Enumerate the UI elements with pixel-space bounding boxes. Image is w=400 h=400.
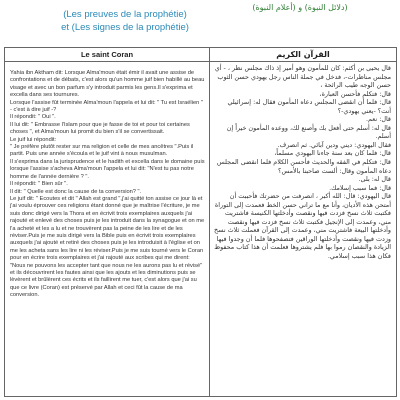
ar-paragraph: قال: فتكلم فأحسن العبارة، bbox=[319, 89, 391, 98]
fr-paragraph: Il s'exprima dans la jurisprudence et le hadith et excella dans le domaine puis lorsque l'assise s'acheva Alma'moun l'appela et lui dit: "N'est tu pas notre homme de l'année dernière ? ". bbox=[10, 158, 205, 180]
title-french-line-2: et (Les signes de la prophétie) bbox=[61, 22, 189, 33]
table-header-row bbox=[5, 48, 397, 62]
fr-paragraph: Le juif dit: " Ecoutes et dit " Allah est grand ",j'ai quitté ton assise ce jour là et j'ai voulu éprouver ces religions étant donné que je maîtrise l'écriture, je me suis donc dirigé vers la Thora et en écrivit trois exemplaires auxquels j'ai rajouté et enlevé des choses puis je les introduit dans la synagogue et on me l'a acheté et les a lu et ne trouvèrent pas la peine de les lire et de les réviser.Puis je me suis dirigé vers la Bible puis en écrivit trois exemplaires auxquels j'ai ajouté et retiré des choses puis je les introduisit à l'église et on me les acheta sans les lire ni les réviser.Puis je me suis tourné vers le Coran pour en écrire trois exemplaires et j'ai rajouté aux scribes qui me dirent: "Nous ne pouvons les accepter tant que nous ne les aurons pas lu et révisé" et ils découvrirent les fautes ainsi que les ajouts et les diminutions puis se lèvèrent et brûlèrent ces écrits et ils faillirent me tuer, c'est alors que j'ai su que ce livre (Coran) est préservé par Allah et ceci fût la cause de ma conversion. bbox=[10, 195, 205, 299]
arabic-text bbox=[210, 62, 396, 263]
table-body-row bbox=[5, 62, 397, 397]
fr-paragraph: Il lui dit: " Embrasse l'Islam pour que je fasse de toi et pour toi certaines choses ", et Alma'moun lui promit du bien s'il se convertissait. bbox=[10, 121, 190, 136]
ar-paragraph: قال: فلما أن انقضى المجلس دعاه المأمون فقال له: إسرائيلي أنت؟ -يعني يهودي-؟ bbox=[227, 98, 391, 115]
ar-paragraph: فقال اليهودي: ديني ودين آبائي. ثم انصرف. bbox=[277, 140, 391, 149]
bilingual-table bbox=[4, 47, 397, 397]
column-header-arabic: القرآن الكريم bbox=[210, 48, 397, 62]
ar-paragraph: قال: فتكلم في الفقه والحديث فأحسن الكلام فلما انقضى المجلس دعاه المأمون وقال: ألست صاحبنا بالأمس؟ bbox=[216, 158, 391, 175]
fr-paragraph: Il répondit: " Bien sûr ". bbox=[10, 181, 68, 188]
title-french-line-1: (Les preuves de la prophétie) bbox=[63, 9, 187, 20]
fr-paragraph: Il répondit: " Oui ". bbox=[10, 114, 56, 121]
ar-paragraph: قال له: أسلم حتى أفعل بك وأصنع لك، ووعده المأمون خيراً إن أسلم. bbox=[226, 123, 391, 141]
ar-paragraph: قال: فلما كان بعد سنة جاءنا اليهودي مسلماً، bbox=[274, 149, 391, 158]
ar-paragraph: قال: فما سبب إسلامك. bbox=[329, 183, 391, 192]
ar-paragraph: قال يحيى بن أكثم: كان للمأمون وهو أمير إذ ذاك مجلس نظر ، - أي مجلس مناظرات-، فدخل في جملة الناس رجل يهودي حسن الثوب حسن الوجه طيب الرائحة ، bbox=[214, 64, 391, 90]
fr-paragraph: Il dit: " Quelle est donc la cause de ta conversion? ". bbox=[10, 188, 142, 195]
ar-paragraph: قال له: بلى. bbox=[358, 175, 391, 184]
ar-paragraph: قال: نعم. bbox=[366, 115, 391, 124]
fr-paragraph: Yahia ibn Aktham dit: Lorsque Alma'moun était émir il avait une assise de confrontations et de débats, c'est alors qu'un homme juif bien habillé au beau visage et avec un bon parfum s'y introduit parmis les gens.Il s'exprima et excella dans ses tournures. bbox=[10, 70, 205, 99]
arabic-text-cell bbox=[210, 62, 397, 397]
title-french bbox=[40, 8, 210, 34]
fr-paragraph: Lorsque l'assise fût terminée Alma'moun l'appela et lui dit: " Tu est Israélien " - c'est à dire juif -? bbox=[10, 99, 203, 114]
column-header-french: Le saint Coran bbox=[5, 48, 210, 62]
fr-paragraph: Le juif lui répondit: bbox=[10, 136, 57, 143]
french-text-cell bbox=[5, 62, 210, 397]
fr-paragraph: " Je préfère plutôt rester sur ma religion et celle de mes ancêtres ".Puis il partit. Puis une année s'écoula et le juif vint à nous musulman. bbox=[10, 144, 194, 158]
document-header bbox=[0, 0, 400, 46]
ar-paragraph: قال اليهودي: قال: الله أكبر ، انصرفت من حضرتك فأحببت أن أمتحن هذه الأديان، وأنا مع ما تراني حسن الخط فعمدت إلى التوراة فكتبت ثلاث نسخ فزدت فيها ونقصت وأدخلتها الكنيسة فاشتريت مني، وعمدت إلى الإنجيل فكتبت ثلاث نسخ فزدت فيها ونقصت وأدخلتها البيعة فاشتريت مني، وعمدت إلى القرآن فعملت ثلاث نسخ وزدت فيها ونقصت وأدخلتها الوراقين فتصفحوها فلما أن وجدوا فيها الزيادة والنقصان رموا بها فلم يشتروها فعلمت أن هذا كتاب محفوظ فكان هذا سبب إسلامي. bbox=[214, 192, 391, 261]
title-arabic: (دلائل النبوة) و (أعلام النبوة) bbox=[252, 3, 348, 12]
french-text bbox=[5, 62, 209, 302]
